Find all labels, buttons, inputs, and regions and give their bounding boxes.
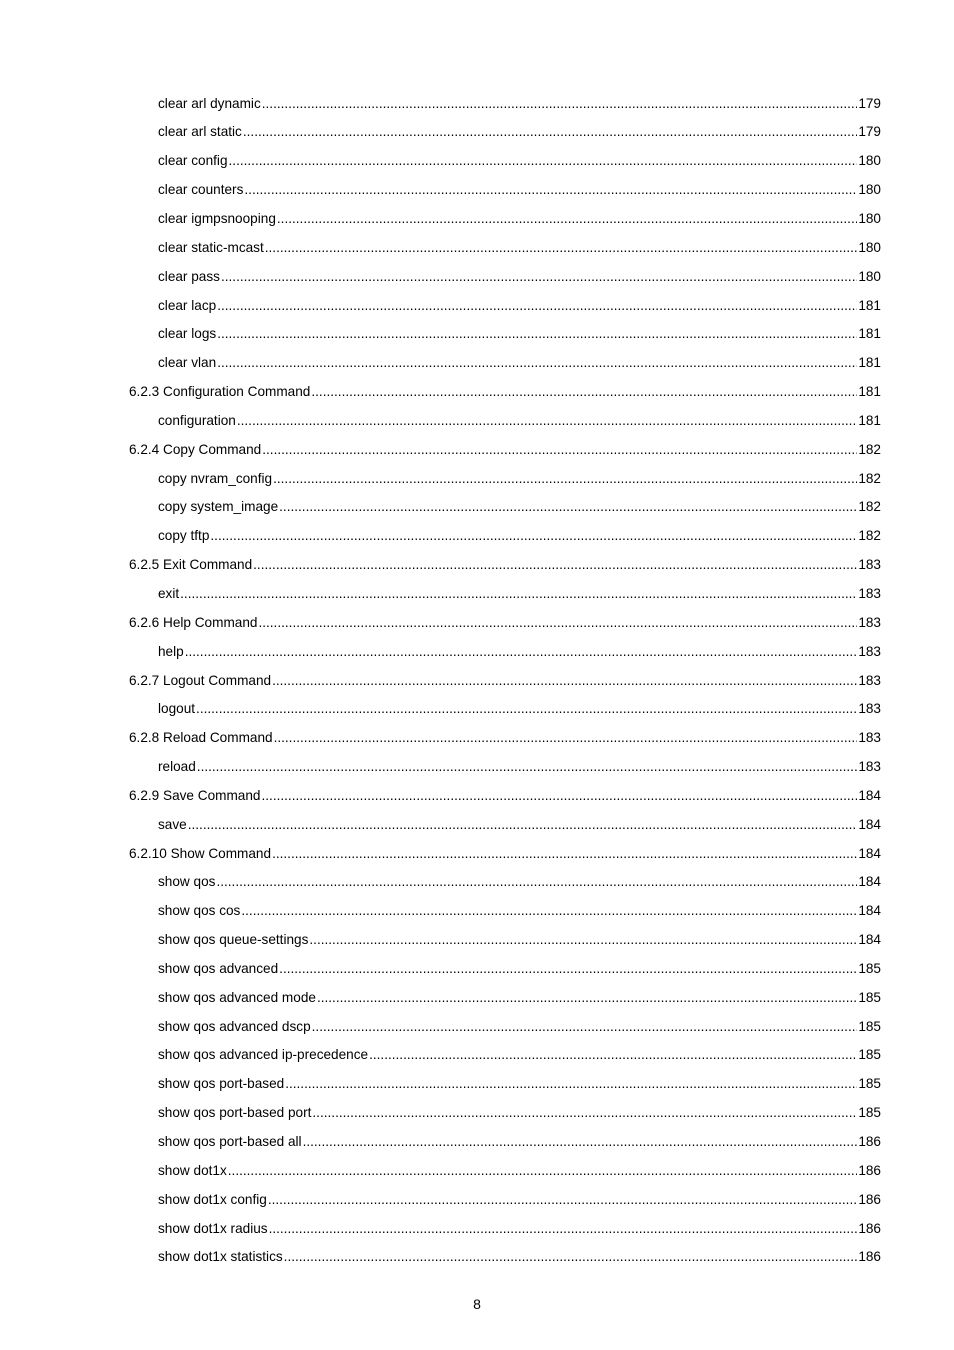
toc-page-number: 182 (858, 499, 881, 515)
table-of-contents (0, 89, 954, 1272)
toc-entry[interactable] (0, 176, 954, 205)
toc-page-number: 182 (858, 441, 881, 457)
toc-entry-title[interactable]: show qos (158, 874, 216, 890)
toc-page-number: 185 (858, 1018, 881, 1034)
toc-leader-dots (369, 1048, 857, 1062)
toc-page-number: 183 (858, 701, 881, 717)
toc-entry[interactable] (0, 233, 954, 262)
toc-entry-title[interactable]: show dot1x statistics (158, 1249, 283, 1265)
toc-leader-dots (253, 558, 857, 572)
toc-leader-dots (274, 731, 858, 745)
toc-entry-title[interactable]: show dot1x radius (158, 1220, 268, 1236)
toc-page-number: 183 (858, 730, 881, 746)
toc-entry[interactable] (0, 291, 954, 320)
toc-entry[interactable] (0, 118, 954, 147)
toc-entry-title[interactable]: 6.2.4 Copy Command (129, 441, 262, 457)
toc-page-number: 183 (858, 672, 881, 688)
toc-page-number: 185 (858, 989, 881, 1005)
toc-entry[interactable] (0, 147, 954, 176)
toc-page-number: 184 (858, 845, 881, 861)
toc-entry-title[interactable]: show qos queue-settings (158, 932, 309, 948)
toc-leader-dots (197, 760, 858, 774)
toc-entry-title[interactable]: show qos advanced dscp (158, 1018, 311, 1034)
toc-leader-dots (285, 1077, 857, 1091)
toc-entry[interactable] (0, 89, 954, 118)
toc-entry-title[interactable]: clear arl dynamic (158, 95, 261, 111)
toc-section-entry[interactable] (0, 551, 954, 580)
toc-entry-title[interactable]: exit (158, 585, 180, 601)
toc-entry-title[interactable]: show dot1x (158, 1162, 227, 1178)
toc-entry-title[interactable]: 6.2.7 Logout Command (129, 672, 272, 688)
toc-page-number: 186 (858, 1191, 881, 1207)
toc-entry[interactable] (0, 1214, 954, 1243)
toc-page-number: 185 (858, 1105, 881, 1121)
toc-entry[interactable] (0, 983, 954, 1012)
toc-entry[interactable] (0, 522, 954, 551)
toc-page-number: 186 (858, 1162, 881, 1178)
toc-page-number: 184 (858, 932, 881, 948)
toc-entry-title[interactable]: clear static-mcast (158, 239, 264, 255)
toc-entry-title[interactable]: 6.2.6 Help Command (129, 614, 258, 630)
toc-entry-title[interactable]: logout (158, 701, 196, 717)
toc-entry[interactable] (0, 897, 954, 926)
toc-entry-title[interactable]: 6.2.5 Exit Command (129, 557, 253, 573)
toc-page-number: 181 (858, 412, 881, 428)
toc-section-entry[interactable] (0, 435, 954, 464)
toc-entry[interactable] (0, 349, 954, 378)
toc-entry[interactable] (0, 1185, 954, 1214)
toc-page-number: 180 (858, 153, 881, 169)
toc-entry-title[interactable]: reload (158, 759, 196, 775)
toc-leader-dots (228, 1164, 858, 1178)
toc-leader-dots (261, 789, 857, 803)
toc-section-entry[interactable] (0, 781, 954, 810)
toc-section-entry[interactable] (0, 724, 954, 753)
toc-entry-title[interactable]: 6.2.10 Show Command (129, 845, 272, 861)
toc-entry-title[interactable]: help (158, 643, 184, 659)
toc-entry-title[interactable]: show qos port-based (158, 1076, 285, 1092)
toc-page-number: 181 (858, 326, 881, 342)
toc-page-number: 180 (858, 239, 881, 255)
toc-entry-title[interactable]: clear arl static (158, 124, 242, 140)
toc-page-number: 183 (858, 759, 881, 775)
toc-entry-title[interactable]: clear config (158, 153, 228, 169)
toc-page-number: 186 (858, 1220, 881, 1236)
toc-page-number: 183 (858, 643, 881, 659)
toc-entry-title[interactable]: clear logs (158, 326, 217, 342)
toc-leader-dots (258, 616, 857, 630)
toc-entry-title[interactable]: show qos advanced ip-precedence (158, 1047, 369, 1063)
toc-page-number: 180 (858, 182, 881, 198)
toc-entry[interactable] (0, 1041, 954, 1070)
toc-entry[interactable] (0, 1127, 954, 1156)
toc-leader-dots (312, 1020, 858, 1034)
toc-leader-dots (262, 443, 857, 457)
toc-leader-dots (217, 356, 857, 370)
toc-leader-dots (265, 241, 858, 255)
toc-entry[interactable] (0, 1099, 954, 1128)
toc-leader-dots (273, 472, 857, 486)
toc-leader-dots (317, 991, 857, 1005)
toc-page-number: 181 (858, 384, 881, 400)
toc-leader-dots (284, 1250, 858, 1264)
toc-leader-dots (303, 1135, 858, 1149)
toc-entry-title[interactable]: 6.2.3 Configuration Command (129, 384, 311, 400)
toc-page-number: 183 (858, 557, 881, 573)
toc-entry-title[interactable]: show qos port-based all (158, 1134, 302, 1149)
toc-entry-title[interactable]: show qos advanced mode (158, 989, 316, 1005)
toc-page-number: 182 (858, 528, 881, 544)
toc-entry[interactable] (0, 262, 954, 291)
toc-entry-title[interactable]: configuration (158, 412, 236, 428)
toc-entry-title[interactable]: copy nvram_config (158, 470, 273, 486)
toc-entry[interactable] (0, 1070, 954, 1099)
toc-section-entry[interactable] (0, 377, 954, 406)
toc-leader-dots (237, 414, 857, 428)
toc-entry[interactable] (0, 810, 954, 839)
toc-entry[interactable] (0, 925, 954, 954)
toc-section-entry[interactable] (0, 608, 954, 637)
toc-entry[interactable] (0, 464, 954, 493)
toc-leader-dots (272, 674, 857, 688)
toc-entry-title[interactable]: 6.2.8 Reload Command (129, 730, 273, 746)
page-number: 8 (473, 1296, 481, 1312)
toc-entry[interactable] (0, 1156, 954, 1185)
toc-leader-dots (221, 270, 857, 284)
toc-page-number: 184 (858, 816, 881, 832)
toc-page-number: 180 (858, 211, 881, 226)
toc-page-number: 185 (858, 960, 881, 976)
toc-page-number: 184 (858, 874, 881, 890)
toc-page-number: 182 (858, 470, 881, 486)
toc-leader-dots (217, 299, 857, 313)
toc-entry-title[interactable]: copy system_image (158, 499, 279, 515)
toc-entry-title[interactable]: show qos port-based port (158, 1105, 312, 1121)
toc-leader-dots (268, 1193, 857, 1207)
toc-leader-dots (196, 702, 857, 716)
toc-page-number: 184 (858, 787, 881, 803)
toc-section-entry[interactable] (0, 839, 954, 868)
toc-entry[interactable] (0, 204, 954, 233)
toc-page-number: 186 (858, 1249, 881, 1265)
toc-entry[interactable] (0, 1243, 954, 1272)
toc-entry[interactable] (0, 320, 954, 349)
toc-entry-title[interactable]: 6.2.9 Save Command (129, 787, 261, 803)
toc-leader-dots (244, 183, 857, 197)
toc-leader-dots (311, 385, 857, 399)
toc-leader-dots (262, 97, 858, 111)
toc-entry[interactable] (0, 695, 954, 724)
toc-page-number: 180 (858, 268, 881, 284)
toc-entry-title[interactable]: copy tftp (158, 528, 210, 544)
toc-page-number: 179 (858, 95, 881, 111)
toc-leader-dots (243, 125, 857, 139)
toc-entry-title[interactable]: show qos cos (158, 903, 241, 919)
toc-page-number: 179 (858, 124, 881, 140)
toc-entry-title[interactable]: clear counters (158, 182, 244, 198)
toc-leader-dots (210, 529, 857, 543)
toc-leader-dots (180, 587, 857, 601)
toc-entry[interactable] (0, 406, 954, 435)
toc-entry-title[interactable]: clear lacp (158, 297, 217, 313)
toc-page-number: 181 (858, 355, 881, 371)
toc-leader-dots (309, 933, 857, 947)
toc-entry-title[interactable]: clear pass (158, 268, 220, 284)
toc-page-number: 184 (858, 903, 881, 919)
toc-entry[interactable] (0, 637, 954, 666)
toc-leader-dots (277, 212, 857, 226)
toc-page-number: 185 (858, 1047, 881, 1063)
toc-page-number: 181 (858, 297, 881, 313)
toc-leader-dots (312, 1106, 857, 1120)
toc-leader-dots (216, 875, 857, 889)
toc-leader-dots (279, 962, 857, 976)
toc-leader-dots (279, 500, 857, 514)
toc-section-entry[interactable] (0, 666, 954, 695)
toc-entry-title[interactable]: clear vlan (158, 355, 217, 371)
toc-leader-dots (185, 645, 858, 659)
toc-entry-title[interactable]: save (158, 816, 187, 832)
toc-entry[interactable] (0, 493, 954, 522)
toc-entry[interactable] (0, 752, 954, 781)
toc-page-number: 183 (858, 585, 881, 601)
toc-leader-dots (272, 847, 857, 861)
toc-leader-dots (188, 818, 858, 832)
toc-leader-dots (217, 327, 857, 341)
toc-leader-dots (269, 1222, 858, 1236)
toc-leader-dots (229, 154, 858, 168)
toc-entry[interactable] (0, 1012, 954, 1041)
toc-entry-title[interactable]: show qos advanced (158, 960, 279, 976)
toc-page-number: 185 (858, 1076, 881, 1092)
toc-page-number: 183 (858, 614, 881, 630)
toc-page-number: 186 (858, 1134, 881, 1149)
toc-entry[interactable] (0, 579, 954, 608)
toc-entry-title[interactable]: show dot1x config (158, 1191, 267, 1207)
toc-leader-dots (241, 904, 857, 918)
toc-entry-title[interactable]: clear igmpsnooping (158, 211, 276, 226)
toc-entry[interactable] (0, 868, 954, 897)
toc-entry[interactable] (0, 954, 954, 983)
